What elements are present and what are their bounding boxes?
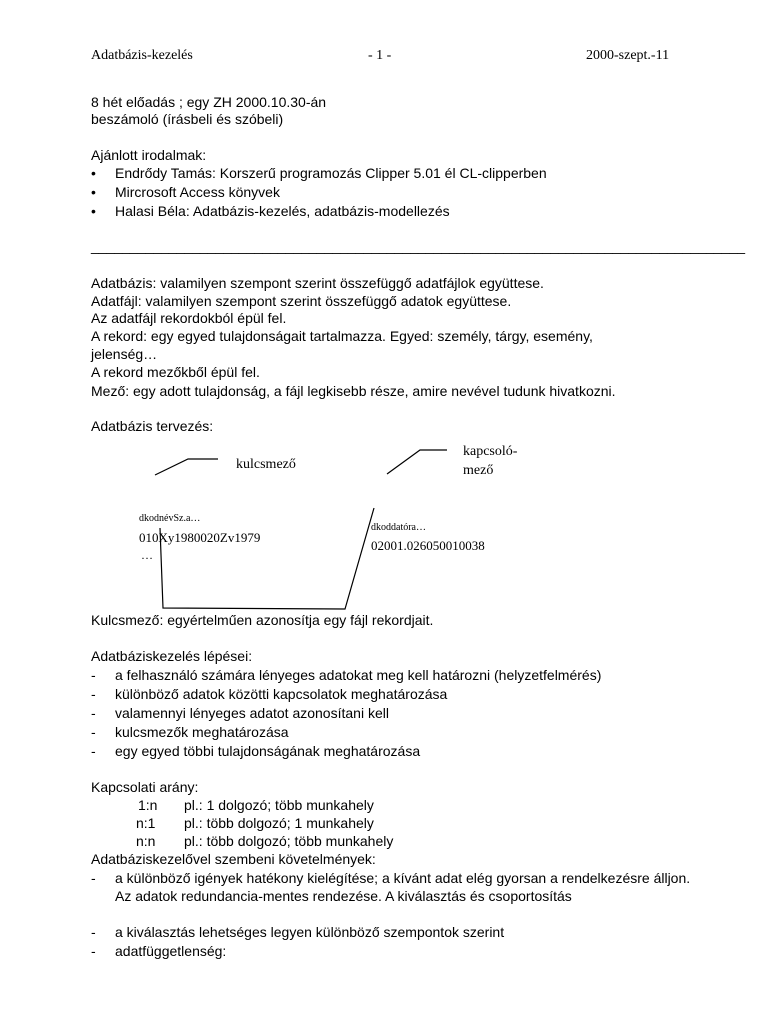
ratio-type: 1:n [138,797,158,813]
header-left: Adatbázis-kezelés [91,48,193,63]
ratio-example: pl.: több dolgozó; több munkahely [184,833,394,849]
steps-item: - különböző adatok közötti kapcsolatok meghatározása [91,686,448,702]
intro-line-2: beszámoló (írásbeli és szóbeli) [91,111,284,127]
ratio-type: n:n [136,833,156,849]
definition-line: Adatbázis: valamilyen szempont szerint összefüggő adatfájlok együttese. [91,275,544,291]
separator-line: ____________________________________________________________________________________ [91,238,746,254]
requirements-dash: - [91,943,96,959]
definition-line: A rekord mezőkből épül fel. [91,364,260,380]
steps-item: - egy egyed többi tulajdonságának meghatározása [91,743,421,759]
requirements-item: adatfüggetlenség: [115,943,227,959]
definition-line: jelenség… [91,346,158,362]
ratio-example: pl.: 1 dolgozó; több munkahely [184,797,374,813]
literature-item: • Halasi Béla: Adatbázis-kezelés, adatbázis-modellezés [91,203,450,219]
link-field-label-1: kapcsoló- [463,444,518,459]
definition-line: Adatfájl: valamilyen szempont szerint összefüggő adatok együttese. [91,293,512,309]
intro-line-1: 8 hét előadás ; egy ZH 2000.10.30-án [91,94,327,110]
steps-heading: Adatbáziskezelés lépései: [91,648,253,664]
key-field-label: kulcsmező [236,457,296,472]
table2-header: dkoddatóra… [371,522,426,533]
literature-item: • Mircrosoft Access könyvek [91,184,280,200]
table2-row: 02001.026050010038 [371,538,485,553]
steps-item: - valamennyi lényeges adatot azonosítani kell [91,705,389,721]
requirements-heading: Adatbáziskezelővel szembeni követelmények: [91,851,376,867]
steps-item: - kulcsmezők meghatározása [91,724,289,740]
literature-heading: Ajánlott irodalmak: [91,147,207,163]
link-field-label-2: mező [463,463,494,478]
definition-line: Az adatfájl rekordokból épül fel. [91,310,287,326]
table1-row: 010Xy1980020Zv1979 [139,530,261,545]
requirements-item: a kiválasztás lehetséges legyen különböző szempontok szerint [115,924,505,940]
ratio-example: pl.: több dolgozó; 1 munkahely [184,815,374,831]
header-page-number: - 1 - [368,48,392,63]
ratio-heading: Kapcsolati arány: [91,779,199,795]
table1-ellipsis: … [141,548,153,562]
requirements-dash: - [91,924,96,940]
definition-line: A rekord: egy egyed tulajdonságait tartalmazza. Egyed: személy, tárgy, esemény, [91,328,593,344]
literature-item: • Endrődy Tamás: Korszerű programozás Clipper 5.01 él CL-clipperben [91,165,547,181]
key-field-definition: Kulcsmező: egyértelműen azonosítja egy fájl rekordjait. [91,612,434,628]
header-date: 2000-szept.-11 [586,48,670,63]
table1-header: dkodnévSz.a… [139,513,201,524]
steps-item: - a felhasználó számára lényeges adatokat meg kell határozni (helyzetfelmérés) [91,667,602,683]
requirements-dash: - [91,870,96,886]
definition-line: Mező: egy adott tulajdonság, a fájl legkisebb része, amire nevével tudunk hivatkozni. [91,383,616,399]
ratio-type: n:1 [136,815,156,831]
design-heading: Adatbázis tervezés: [91,418,214,434]
requirements-item: a különböző igények hatékony kielégítése; a kívánt adat elég gyorsan a rendelkezésre álljon. Az adatok redundancia-mentes rendezése. A kiválasztás és csoportosítás [115,870,691,904]
